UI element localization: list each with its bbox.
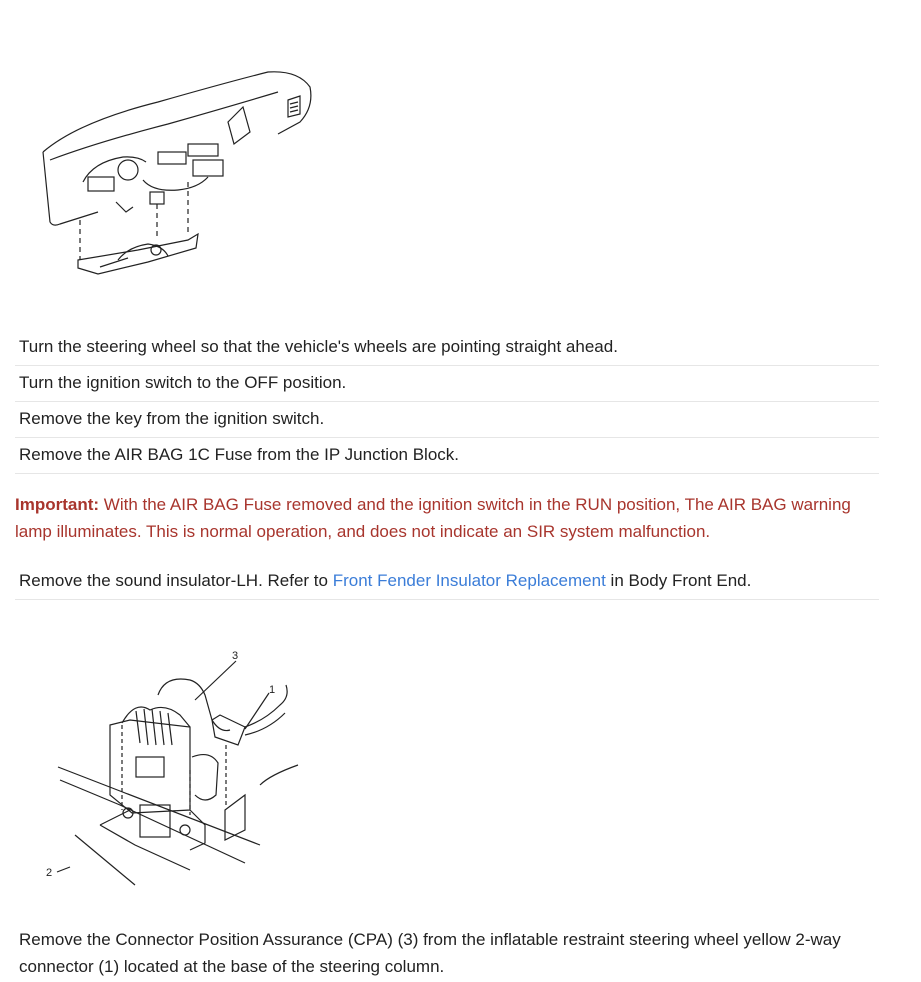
important-text: With the AIR BAG Fuse removed and the ignition switch in the RUN position, The AIR BAG warning lamp illuminates. This is normal operation, and does not indicate an SIR system malfunction. (15, 495, 851, 541)
step-text: Remove the key from the ignition switch. (19, 409, 325, 428)
step-list-item (15, 567, 879, 600)
callout-2: 2 (46, 867, 53, 879)
step-list-item (15, 333, 879, 366)
instrument-panel-illustration (38, 62, 318, 282)
front-fender-insulator-link[interactable]: Front Fender Insulator Replacement (332, 571, 606, 590)
callout-3: 3 (232, 650, 239, 662)
callout-1: 1 (269, 684, 276, 696)
steering-column-connector-illustration (40, 645, 310, 890)
important-label: Important: (15, 495, 100, 514)
step-text: Remove the Connector Position Assurance (CPA) (3) from the inflatable restraint steering wheel yellow 2-way connector (1) located at the base of the steering column. (19, 930, 841, 976)
important-notice (15, 491, 879, 545)
step-text: Remove the AIR BAG 1C Fuse from the IP Junction Block. (19, 445, 459, 464)
step-list-item (15, 369, 879, 402)
step-list-item (15, 441, 879, 474)
step-list-item (15, 926, 879, 980)
step-text-before: Remove the sound insulator-LH. Refer to (19, 571, 333, 590)
step-list-item (15, 405, 879, 438)
step-text-after: in Body Front End. (605, 571, 752, 590)
step-text: Turn the ignition switch to the OFF position. (19, 373, 347, 392)
step-text: Turn the steering wheel so that the vehicle's wheels are pointing straight ahead. (19, 337, 618, 356)
